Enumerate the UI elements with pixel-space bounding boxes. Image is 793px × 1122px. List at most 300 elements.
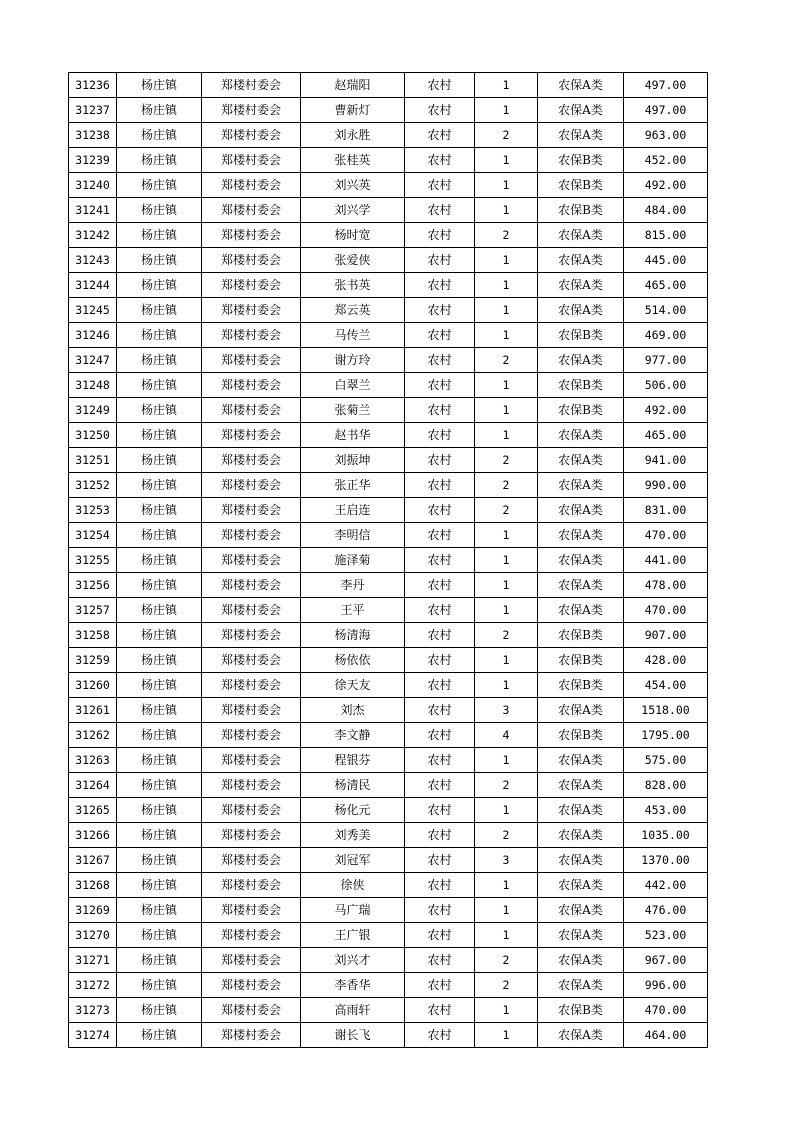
area-type-cell: 农村 bbox=[405, 298, 475, 323]
area-type-cell: 农村 bbox=[405, 973, 475, 998]
town-cell: 杨庄镇 bbox=[117, 498, 202, 523]
benefits-table bbox=[68, 72, 708, 1048]
town-cell: 杨庄镇 bbox=[117, 823, 202, 848]
town-cell: 杨庄镇 bbox=[117, 198, 202, 223]
town-cell: 杨庄镇 bbox=[117, 398, 202, 423]
area-type-cell: 农村 bbox=[405, 823, 475, 848]
town-cell: 杨庄镇 bbox=[117, 273, 202, 298]
area-type-cell: 农村 bbox=[405, 73, 475, 98]
table-row bbox=[69, 1023, 708, 1048]
amount-cell: 497.00 bbox=[624, 98, 708, 123]
record-id-cell: 31265 bbox=[69, 798, 117, 823]
record-id-cell: 31258 bbox=[69, 623, 117, 648]
amount-cell: 967.00 bbox=[624, 948, 708, 973]
household-count-cell: 2 bbox=[475, 473, 538, 498]
record-id-cell: 31274 bbox=[69, 1023, 117, 1048]
table-row bbox=[69, 298, 708, 323]
household-count-cell: 1 bbox=[475, 323, 538, 348]
category-cell: 农保A类 bbox=[538, 848, 624, 873]
record-id-cell: 31244 bbox=[69, 273, 117, 298]
household-count-cell: 1 bbox=[475, 748, 538, 773]
household-count-cell: 2 bbox=[475, 773, 538, 798]
record-id-cell: 31236 bbox=[69, 73, 117, 98]
person-name-cell: 刘振坤 bbox=[301, 448, 405, 473]
category-cell: 农保A类 bbox=[538, 448, 624, 473]
table-row bbox=[69, 548, 708, 573]
record-id-cell: 31239 bbox=[69, 148, 117, 173]
category-cell: 农保A类 bbox=[538, 123, 624, 148]
area-type-cell: 农村 bbox=[405, 948, 475, 973]
village-cell: 郑楼村委会 bbox=[202, 848, 301, 873]
category-cell: 农保A类 bbox=[538, 973, 624, 998]
town-cell: 杨庄镇 bbox=[117, 473, 202, 498]
table-row bbox=[69, 723, 708, 748]
table-row bbox=[69, 223, 708, 248]
category-cell: 农保A类 bbox=[538, 73, 624, 98]
person-name-cell: 杨清海 bbox=[301, 623, 405, 648]
town-cell: 杨庄镇 bbox=[117, 123, 202, 148]
person-name-cell: 李文静 bbox=[301, 723, 405, 748]
household-count-cell: 2 bbox=[475, 123, 538, 148]
town-cell: 杨庄镇 bbox=[117, 648, 202, 673]
town-cell: 杨庄镇 bbox=[117, 698, 202, 723]
household-count-cell: 1 bbox=[475, 423, 538, 448]
household-count-cell: 2 bbox=[475, 623, 538, 648]
category-cell: 农保A类 bbox=[538, 948, 624, 973]
household-count-cell: 1 bbox=[475, 198, 538, 223]
table-row bbox=[69, 473, 708, 498]
person-name-cell: 张桂英 bbox=[301, 148, 405, 173]
table-row bbox=[69, 423, 708, 448]
town-cell: 杨庄镇 bbox=[117, 773, 202, 798]
category-cell: 农保B类 bbox=[538, 623, 624, 648]
village-cell: 郑楼村委会 bbox=[202, 898, 301, 923]
household-count-cell: 2 bbox=[475, 948, 538, 973]
town-cell: 杨庄镇 bbox=[117, 973, 202, 998]
town-cell: 杨庄镇 bbox=[117, 448, 202, 473]
category-cell: 农保A类 bbox=[538, 423, 624, 448]
table-row bbox=[69, 998, 708, 1023]
household-count-cell: 2 bbox=[475, 448, 538, 473]
household-count-cell: 1 bbox=[475, 648, 538, 673]
village-cell: 郑楼村委会 bbox=[202, 323, 301, 348]
village-cell: 郑楼村委会 bbox=[202, 148, 301, 173]
record-id-cell: 31250 bbox=[69, 423, 117, 448]
area-type-cell: 农村 bbox=[405, 873, 475, 898]
table-row bbox=[69, 348, 708, 373]
area-type-cell: 农村 bbox=[405, 248, 475, 273]
area-type-cell: 农村 bbox=[405, 648, 475, 673]
village-cell: 郑楼村委会 bbox=[202, 73, 301, 98]
village-cell: 郑楼村委会 bbox=[202, 598, 301, 623]
area-type-cell: 农村 bbox=[405, 348, 475, 373]
area-type-cell: 农村 bbox=[405, 623, 475, 648]
person-name-cell: 刘永胜 bbox=[301, 123, 405, 148]
amount-cell: 469.00 bbox=[624, 323, 708, 348]
person-name-cell: 赵书华 bbox=[301, 423, 405, 448]
table-row bbox=[69, 798, 708, 823]
category-cell: 农保A类 bbox=[538, 248, 624, 273]
table-row bbox=[69, 273, 708, 298]
village-cell: 郑楼村委会 bbox=[202, 473, 301, 498]
table-body bbox=[69, 73, 708, 1048]
town-cell: 杨庄镇 bbox=[117, 873, 202, 898]
household-count-cell: 1 bbox=[475, 373, 538, 398]
table-row bbox=[69, 698, 708, 723]
amount-cell: 1795.00 bbox=[624, 723, 708, 748]
amount-cell: 831.00 bbox=[624, 498, 708, 523]
area-type-cell: 农村 bbox=[405, 798, 475, 823]
record-id-cell: 31253 bbox=[69, 498, 117, 523]
amount-cell: 442.00 bbox=[624, 873, 708, 898]
household-count-cell: 1 bbox=[475, 798, 538, 823]
town-cell: 杨庄镇 bbox=[117, 73, 202, 98]
area-type-cell: 农村 bbox=[405, 223, 475, 248]
category-cell: 农保B类 bbox=[538, 998, 624, 1023]
village-cell: 郑楼村委会 bbox=[202, 298, 301, 323]
household-count-cell: 2 bbox=[475, 973, 538, 998]
category-cell: 农保B类 bbox=[538, 148, 624, 173]
household-count-cell: 2 bbox=[475, 223, 538, 248]
village-cell: 郑楼村委会 bbox=[202, 223, 301, 248]
town-cell: 杨庄镇 bbox=[117, 148, 202, 173]
area-type-cell: 农村 bbox=[405, 923, 475, 948]
village-cell: 郑楼村委会 bbox=[202, 398, 301, 423]
category-cell: 农保B类 bbox=[538, 648, 624, 673]
area-type-cell: 农村 bbox=[405, 548, 475, 573]
town-cell: 杨庄镇 bbox=[117, 798, 202, 823]
town-cell: 杨庄镇 bbox=[117, 948, 202, 973]
table-row bbox=[69, 623, 708, 648]
person-name-cell: 杨清民 bbox=[301, 773, 405, 798]
village-cell: 郑楼村委会 bbox=[202, 823, 301, 848]
category-cell: 农保A类 bbox=[538, 748, 624, 773]
record-id-cell: 31248 bbox=[69, 373, 117, 398]
person-name-cell: 李香华 bbox=[301, 973, 405, 998]
table-row bbox=[69, 98, 708, 123]
person-name-cell: 徐天友 bbox=[301, 673, 405, 698]
town-cell: 杨庄镇 bbox=[117, 998, 202, 1023]
amount-cell: 492.00 bbox=[624, 398, 708, 423]
amount-cell: 963.00 bbox=[624, 123, 708, 148]
household-count-cell: 2 bbox=[475, 823, 538, 848]
village-cell: 郑楼村委会 bbox=[202, 273, 301, 298]
town-cell: 杨庄镇 bbox=[117, 373, 202, 398]
town-cell: 杨庄镇 bbox=[117, 848, 202, 873]
town-cell: 杨庄镇 bbox=[117, 548, 202, 573]
record-id-cell: 31264 bbox=[69, 773, 117, 798]
table-row bbox=[69, 873, 708, 898]
village-cell: 郑楼村委会 bbox=[202, 498, 301, 523]
area-type-cell: 农村 bbox=[405, 123, 475, 148]
amount-cell: 575.00 bbox=[624, 748, 708, 773]
person-name-cell: 杨化元 bbox=[301, 798, 405, 823]
area-type-cell: 农村 bbox=[405, 573, 475, 598]
table-row bbox=[69, 248, 708, 273]
town-cell: 杨庄镇 bbox=[117, 673, 202, 698]
village-cell: 郑楼村委会 bbox=[202, 98, 301, 123]
area-type-cell: 农村 bbox=[405, 598, 475, 623]
person-name-cell: 谢方玲 bbox=[301, 348, 405, 373]
village-cell: 郑楼村委会 bbox=[202, 198, 301, 223]
town-cell: 杨庄镇 bbox=[117, 723, 202, 748]
person-name-cell: 曹新灯 bbox=[301, 98, 405, 123]
village-cell: 郑楼村委会 bbox=[202, 123, 301, 148]
category-cell: 农保A类 bbox=[538, 698, 624, 723]
village-cell: 郑楼村委会 bbox=[202, 723, 301, 748]
household-count-cell: 1 bbox=[475, 173, 538, 198]
category-cell: 农保B类 bbox=[538, 673, 624, 698]
person-name-cell: 杨依依 bbox=[301, 648, 405, 673]
area-type-cell: 农村 bbox=[405, 473, 475, 498]
household-count-cell: 1 bbox=[475, 998, 538, 1023]
person-name-cell: 张菊兰 bbox=[301, 398, 405, 423]
area-type-cell: 农村 bbox=[405, 173, 475, 198]
person-name-cell: 李丹 bbox=[301, 573, 405, 598]
town-cell: 杨庄镇 bbox=[117, 573, 202, 598]
area-type-cell: 农村 bbox=[405, 673, 475, 698]
village-cell: 郑楼村委会 bbox=[202, 1023, 301, 1048]
amount-cell: 465.00 bbox=[624, 273, 708, 298]
town-cell: 杨庄镇 bbox=[117, 323, 202, 348]
amount-cell: 470.00 bbox=[624, 598, 708, 623]
household-count-cell: 1 bbox=[475, 873, 538, 898]
person-name-cell: 马传兰 bbox=[301, 323, 405, 348]
amount-cell: 996.00 bbox=[624, 973, 708, 998]
record-id-cell: 31237 bbox=[69, 98, 117, 123]
category-cell: 农保B类 bbox=[538, 723, 624, 748]
table-row bbox=[69, 823, 708, 848]
person-name-cell: 刘冠军 bbox=[301, 848, 405, 873]
record-id-cell: 31252 bbox=[69, 473, 117, 498]
category-cell: 农保B类 bbox=[538, 198, 624, 223]
household-count-cell: 3 bbox=[475, 848, 538, 873]
amount-cell: 492.00 bbox=[624, 173, 708, 198]
village-cell: 郑楼村委会 bbox=[202, 623, 301, 648]
record-id-cell: 31259 bbox=[69, 648, 117, 673]
person-name-cell: 施泽菊 bbox=[301, 548, 405, 573]
table-row bbox=[69, 948, 708, 973]
area-type-cell: 农村 bbox=[405, 498, 475, 523]
area-type-cell: 农村 bbox=[405, 198, 475, 223]
category-cell: 农保A类 bbox=[538, 223, 624, 248]
category-cell: 农保A类 bbox=[538, 523, 624, 548]
table-row bbox=[69, 848, 708, 873]
table-row bbox=[69, 198, 708, 223]
area-type-cell: 农村 bbox=[405, 998, 475, 1023]
amount-cell: 428.00 bbox=[624, 648, 708, 673]
amount-cell: 828.00 bbox=[624, 773, 708, 798]
record-id-cell: 31260 bbox=[69, 673, 117, 698]
table-row bbox=[69, 598, 708, 623]
table-row bbox=[69, 748, 708, 773]
category-cell: 农保B类 bbox=[538, 373, 624, 398]
area-type-cell: 农村 bbox=[405, 848, 475, 873]
person-name-cell: 刘兴才 bbox=[301, 948, 405, 973]
household-count-cell: 2 bbox=[475, 498, 538, 523]
household-count-cell: 1 bbox=[475, 923, 538, 948]
record-id-cell: 31254 bbox=[69, 523, 117, 548]
amount-cell: 445.00 bbox=[624, 248, 708, 273]
household-count-cell: 3 bbox=[475, 698, 538, 723]
amount-cell: 478.00 bbox=[624, 573, 708, 598]
village-cell: 郑楼村委会 bbox=[202, 423, 301, 448]
household-count-cell: 1 bbox=[475, 573, 538, 598]
household-count-cell: 1 bbox=[475, 298, 538, 323]
table-row bbox=[69, 73, 708, 98]
town-cell: 杨庄镇 bbox=[117, 623, 202, 648]
amount-cell: 454.00 bbox=[624, 673, 708, 698]
household-count-cell: 1 bbox=[475, 398, 538, 423]
village-cell: 郑楼村委会 bbox=[202, 948, 301, 973]
amount-cell: 497.00 bbox=[624, 73, 708, 98]
amount-cell: 470.00 bbox=[624, 998, 708, 1023]
record-id-cell: 31268 bbox=[69, 873, 117, 898]
record-id-cell: 31267 bbox=[69, 848, 117, 873]
category-cell: 农保B类 bbox=[538, 323, 624, 348]
record-id-cell: 31273 bbox=[69, 998, 117, 1023]
amount-cell: 990.00 bbox=[624, 473, 708, 498]
village-cell: 郑楼村委会 bbox=[202, 448, 301, 473]
amount-cell: 815.00 bbox=[624, 223, 708, 248]
category-cell: 农保A类 bbox=[538, 573, 624, 598]
record-id-cell: 31266 bbox=[69, 823, 117, 848]
category-cell: 农保B类 bbox=[538, 398, 624, 423]
person-name-cell: 白翠兰 bbox=[301, 373, 405, 398]
amount-cell: 464.00 bbox=[624, 1023, 708, 1048]
table-row bbox=[69, 923, 708, 948]
record-id-cell: 31262 bbox=[69, 723, 117, 748]
amount-cell: 506.00 bbox=[624, 373, 708, 398]
table-row bbox=[69, 173, 708, 198]
town-cell: 杨庄镇 bbox=[117, 898, 202, 923]
table-row bbox=[69, 673, 708, 698]
person-name-cell: 李明信 bbox=[301, 523, 405, 548]
area-type-cell: 农村 bbox=[405, 398, 475, 423]
household-count-cell: 1 bbox=[475, 98, 538, 123]
village-cell: 郑楼村委会 bbox=[202, 973, 301, 998]
record-id-cell: 31251 bbox=[69, 448, 117, 473]
record-id-cell: 31240 bbox=[69, 173, 117, 198]
table-row bbox=[69, 573, 708, 598]
record-id-cell: 31249 bbox=[69, 398, 117, 423]
category-cell: 农保A类 bbox=[538, 298, 624, 323]
household-count-cell: 1 bbox=[475, 73, 538, 98]
town-cell: 杨庄镇 bbox=[117, 348, 202, 373]
household-count-cell: 1 bbox=[475, 898, 538, 923]
village-cell: 郑楼村委会 bbox=[202, 173, 301, 198]
area-type-cell: 农村 bbox=[405, 423, 475, 448]
household-count-cell: 4 bbox=[475, 723, 538, 748]
amount-cell: 453.00 bbox=[624, 798, 708, 823]
table-row bbox=[69, 973, 708, 998]
person-name-cell: 程银芬 bbox=[301, 748, 405, 773]
town-cell: 杨庄镇 bbox=[117, 423, 202, 448]
person-name-cell: 徐侠 bbox=[301, 873, 405, 898]
record-id-cell: 31246 bbox=[69, 323, 117, 348]
category-cell: 农保A类 bbox=[538, 598, 624, 623]
amount-cell: 1035.00 bbox=[624, 823, 708, 848]
category-cell: 农保A类 bbox=[538, 473, 624, 498]
village-cell: 郑楼村委会 bbox=[202, 548, 301, 573]
amount-cell: 1518.00 bbox=[624, 698, 708, 723]
village-cell: 郑楼村委会 bbox=[202, 698, 301, 723]
person-name-cell: 刘杰 bbox=[301, 698, 405, 723]
village-cell: 郑楼村委会 bbox=[202, 248, 301, 273]
village-cell: 郑楼村委会 bbox=[202, 348, 301, 373]
category-cell: 农保A类 bbox=[538, 348, 624, 373]
amount-cell: 452.00 bbox=[624, 148, 708, 173]
area-type-cell: 农村 bbox=[405, 698, 475, 723]
household-count-cell: 2 bbox=[475, 348, 538, 373]
category-cell: 农保A类 bbox=[538, 498, 624, 523]
record-id-cell: 31245 bbox=[69, 298, 117, 323]
amount-cell: 1370.00 bbox=[624, 848, 708, 873]
person-name-cell: 王广银 bbox=[301, 923, 405, 948]
record-id-cell: 31255 bbox=[69, 548, 117, 573]
record-id-cell: 31257 bbox=[69, 598, 117, 623]
table-row bbox=[69, 523, 708, 548]
town-cell: 杨庄镇 bbox=[117, 598, 202, 623]
person-name-cell: 马广瑞 bbox=[301, 898, 405, 923]
person-name-cell: 王平 bbox=[301, 598, 405, 623]
record-id-cell: 31270 bbox=[69, 923, 117, 948]
table-row bbox=[69, 398, 708, 423]
amount-cell: 465.00 bbox=[624, 423, 708, 448]
table-row bbox=[69, 898, 708, 923]
amount-cell: 476.00 bbox=[624, 898, 708, 923]
village-cell: 郑楼村委会 bbox=[202, 523, 301, 548]
amount-cell: 523.00 bbox=[624, 923, 708, 948]
village-cell: 郑楼村委会 bbox=[202, 923, 301, 948]
area-type-cell: 农村 bbox=[405, 373, 475, 398]
person-name-cell: 谢长飞 bbox=[301, 1023, 405, 1048]
record-id-cell: 31241 bbox=[69, 198, 117, 223]
record-id-cell: 31256 bbox=[69, 573, 117, 598]
town-cell: 杨庄镇 bbox=[117, 98, 202, 123]
town-cell: 杨庄镇 bbox=[117, 523, 202, 548]
household-count-cell: 1 bbox=[475, 548, 538, 573]
area-type-cell: 农村 bbox=[405, 148, 475, 173]
village-cell: 郑楼村委会 bbox=[202, 648, 301, 673]
amount-cell: 441.00 bbox=[624, 548, 708, 573]
person-name-cell: 刘秀美 bbox=[301, 823, 405, 848]
town-cell: 杨庄镇 bbox=[117, 223, 202, 248]
town-cell: 杨庄镇 bbox=[117, 923, 202, 948]
person-name-cell: 高雨轩 bbox=[301, 998, 405, 1023]
household-count-cell: 1 bbox=[475, 148, 538, 173]
town-cell: 杨庄镇 bbox=[117, 1023, 202, 1048]
area-type-cell: 农村 bbox=[405, 1023, 475, 1048]
amount-cell: 470.00 bbox=[624, 523, 708, 548]
village-cell: 郑楼村委会 bbox=[202, 998, 301, 1023]
category-cell: 农保A类 bbox=[538, 548, 624, 573]
table-row bbox=[69, 148, 708, 173]
village-cell: 郑楼村委会 bbox=[202, 573, 301, 598]
table-row bbox=[69, 123, 708, 148]
area-type-cell: 农村 bbox=[405, 523, 475, 548]
record-id-cell: 31242 bbox=[69, 223, 117, 248]
area-type-cell: 农村 bbox=[405, 723, 475, 748]
person-name-cell: 杨时宽 bbox=[301, 223, 405, 248]
category-cell: 农保A类 bbox=[538, 798, 624, 823]
village-cell: 郑楼村委会 bbox=[202, 798, 301, 823]
record-id-cell: 31271 bbox=[69, 948, 117, 973]
table-row bbox=[69, 373, 708, 398]
person-name-cell: 郑云英 bbox=[301, 298, 405, 323]
town-cell: 杨庄镇 bbox=[117, 248, 202, 273]
household-count-cell: 1 bbox=[475, 598, 538, 623]
